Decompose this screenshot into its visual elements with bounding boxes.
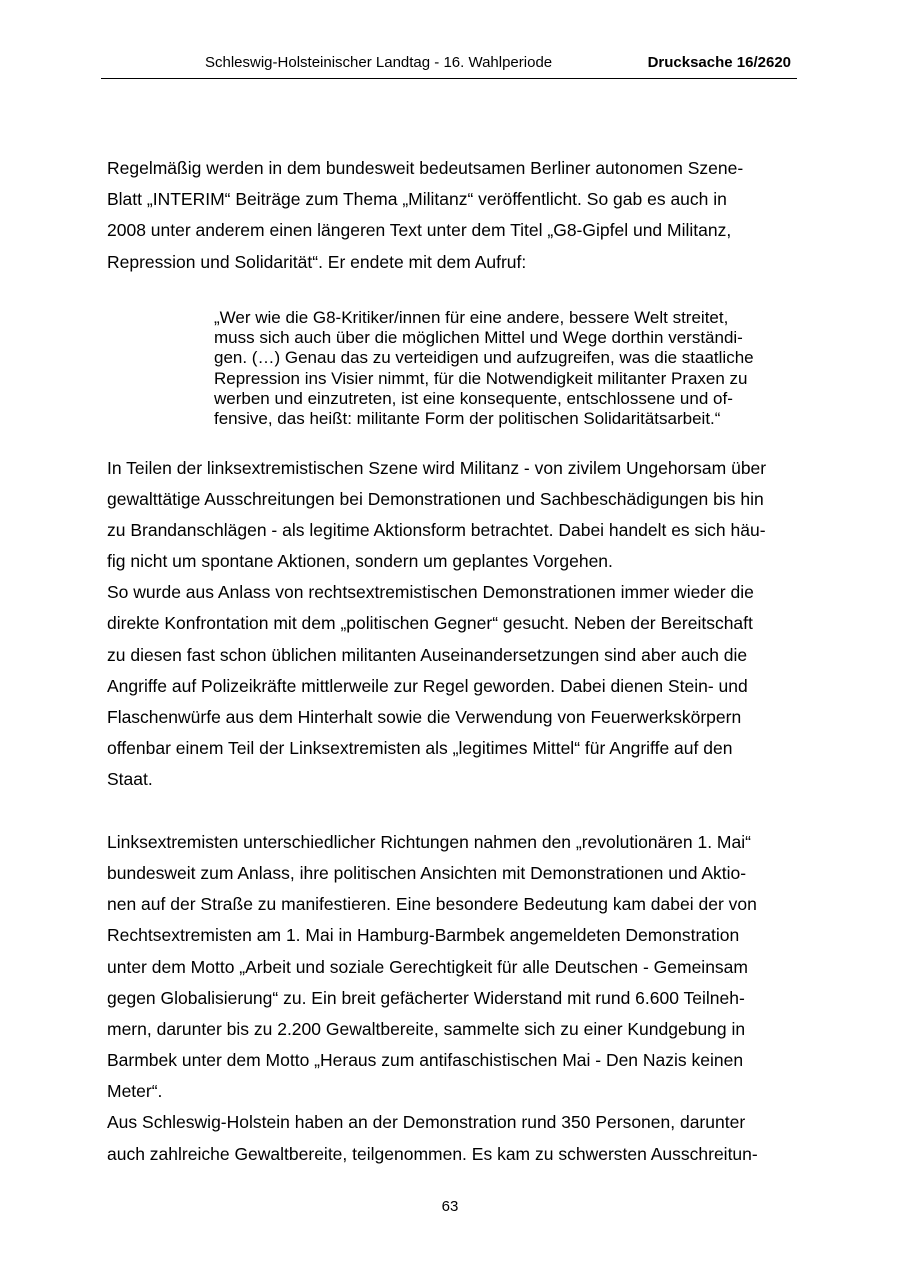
text-line: nen auf der Straße zu manifestieren. Eine besondere Bedeutung kam dabei der von — [107, 894, 757, 915]
paragraph-schleswig-holstein — [107, 1107, 797, 1169]
text-line: mern, darunter bis zu 2.200 Gewaltbereite, sammelte sich zu einer Kundgebung in — [107, 1018, 746, 1039]
text-line: direkte Konfrontation mit dem „politischen Gegner“ gesucht. Neben der Bereitschaft — [107, 613, 753, 634]
quote-line: Repression ins Visier nimmt, für die Notwendigkeit militanter Praxen zu — [214, 368, 748, 388]
document-number: Drucksache 16/2620 — [647, 54, 791, 71]
paragraph-spacer — [107, 796, 797, 827]
text-line: gewalttätige Ausschreitungen bei Demonstrationen und Sachbeschädigungen bis hin — [107, 488, 764, 509]
text-line: Meter“. — [107, 1081, 163, 1102]
quote-line: fensive, das heißt: militante Form der politischen Solidaritätsarbeit.“ — [214, 409, 721, 429]
text-line: Repression und Solidarität“. Er endete mit dem Aufruf: — [107, 251, 527, 272]
text-line: auch zahlreiche Gewaltbereite, teilgenommen. Es kam zu schwersten Ausschreitun- — [107, 1143, 758, 1164]
block-quote — [214, 308, 797, 430]
text-line: bundesweit zum Anlass, ihre politischen Ansichten mit Demonstrationen und Aktio- — [107, 862, 747, 883]
quote-line: gen. (…) Genau das zu verteidigen und aufzugreifen, was die staatliche — [214, 348, 754, 368]
header-title: Schleswig-Holsteinischer Landtag - 16. Wahlperiode — [205, 54, 553, 71]
quote-line: „Wer wie die G8-Kritiker/innen für eine andere, bessere Welt streitet, — [214, 307, 729, 327]
text-line: Rechtsextremisten am 1. Mai in Hamburg-Barmbek angemeldeten Demonstration — [107, 925, 740, 946]
page-header — [101, 52, 797, 79]
quote-line: muss sich auch über die möglichen Mittel und Wege dorthin verständi- — [214, 328, 743, 348]
text-line: Staat. — [107, 769, 153, 790]
paragraph-confrontation — [107, 577, 797, 795]
quote-line: werben und einzutreten, ist eine konsequente, entschlossene und of- — [214, 388, 733, 408]
paragraph-may-day — [107, 827, 797, 1108]
text-line: Angriffe auf Polizeikräfte mittlerweile zur Regel geworden. Dabei dienen Stein- und — [107, 675, 748, 696]
text-line: 2008 unter anderem einen längeren Text unter dem Titel „G8-Gipfel und Militanz, — [107, 220, 732, 241]
text-line: zu Brandanschlägen - als legitime Aktionsform betrachtet. Dabei handelt es sich häu- — [107, 519, 766, 540]
text-line: unter dem Motto „Arbeit und soziale Gerechtigkeit für alle Deutschen - Gemeinsam — [107, 956, 748, 977]
text-line: Flaschenwürfe aus dem Hinterhalt sowie die Verwendung von Feuerwerkskörpern — [107, 707, 742, 728]
text-line: Regelmäßig werden in dem bundesweit bedeutsamen Berliner autonomen Szene- — [107, 158, 744, 178]
text-line: Blatt „INTERIM“ Beiträge zum Thema „Militanz“ veröffentlicht. So gab es auch in — [107, 189, 727, 210]
text-line: Aus Schleswig-Holstein haben an der Demonstration rund 350 Personen, darunter — [107, 1112, 746, 1133]
text-line: Barmbek unter dem Motto „Heraus zum antifaschistischen Mai - Den Nazis keinen — [107, 1050, 744, 1071]
text-line: gegen Globalisierung“ zu. Ein breit gefächerter Widerstand mit rund 6.600 Teilneh- — [107, 987, 745, 1008]
text-line: zu diesen fast schon üblichen militanten Auseinandersetzungen sind aber auch die — [107, 644, 748, 665]
page-number: 63 — [441, 1198, 459, 1215]
paragraph-militancy — [107, 453, 797, 578]
text-line: In Teilen der linksextremistischen Szene wird Militanz - von zivilem Ungehorsam über — [107, 457, 767, 478]
text-line: Linksextremisten unterschiedlicher Richtungen nahmen den „revolutionären 1. Mai“ — [107, 831, 751, 852]
text-line: fig nicht um spontane Aktionen, sondern um geplantes Vorgehen. — [107, 551, 613, 572]
text-line: offenbar einem Teil der Linksextremisten als „legitimes Mittel“ für Angriffe auf den — [107, 738, 733, 759]
text-line: So wurde aus Anlass von rechtsextremistischen Demonstrationen immer wieder die — [107, 582, 754, 603]
paragraph-intro — [107, 153, 797, 278]
page-body — [107, 153, 797, 1170]
